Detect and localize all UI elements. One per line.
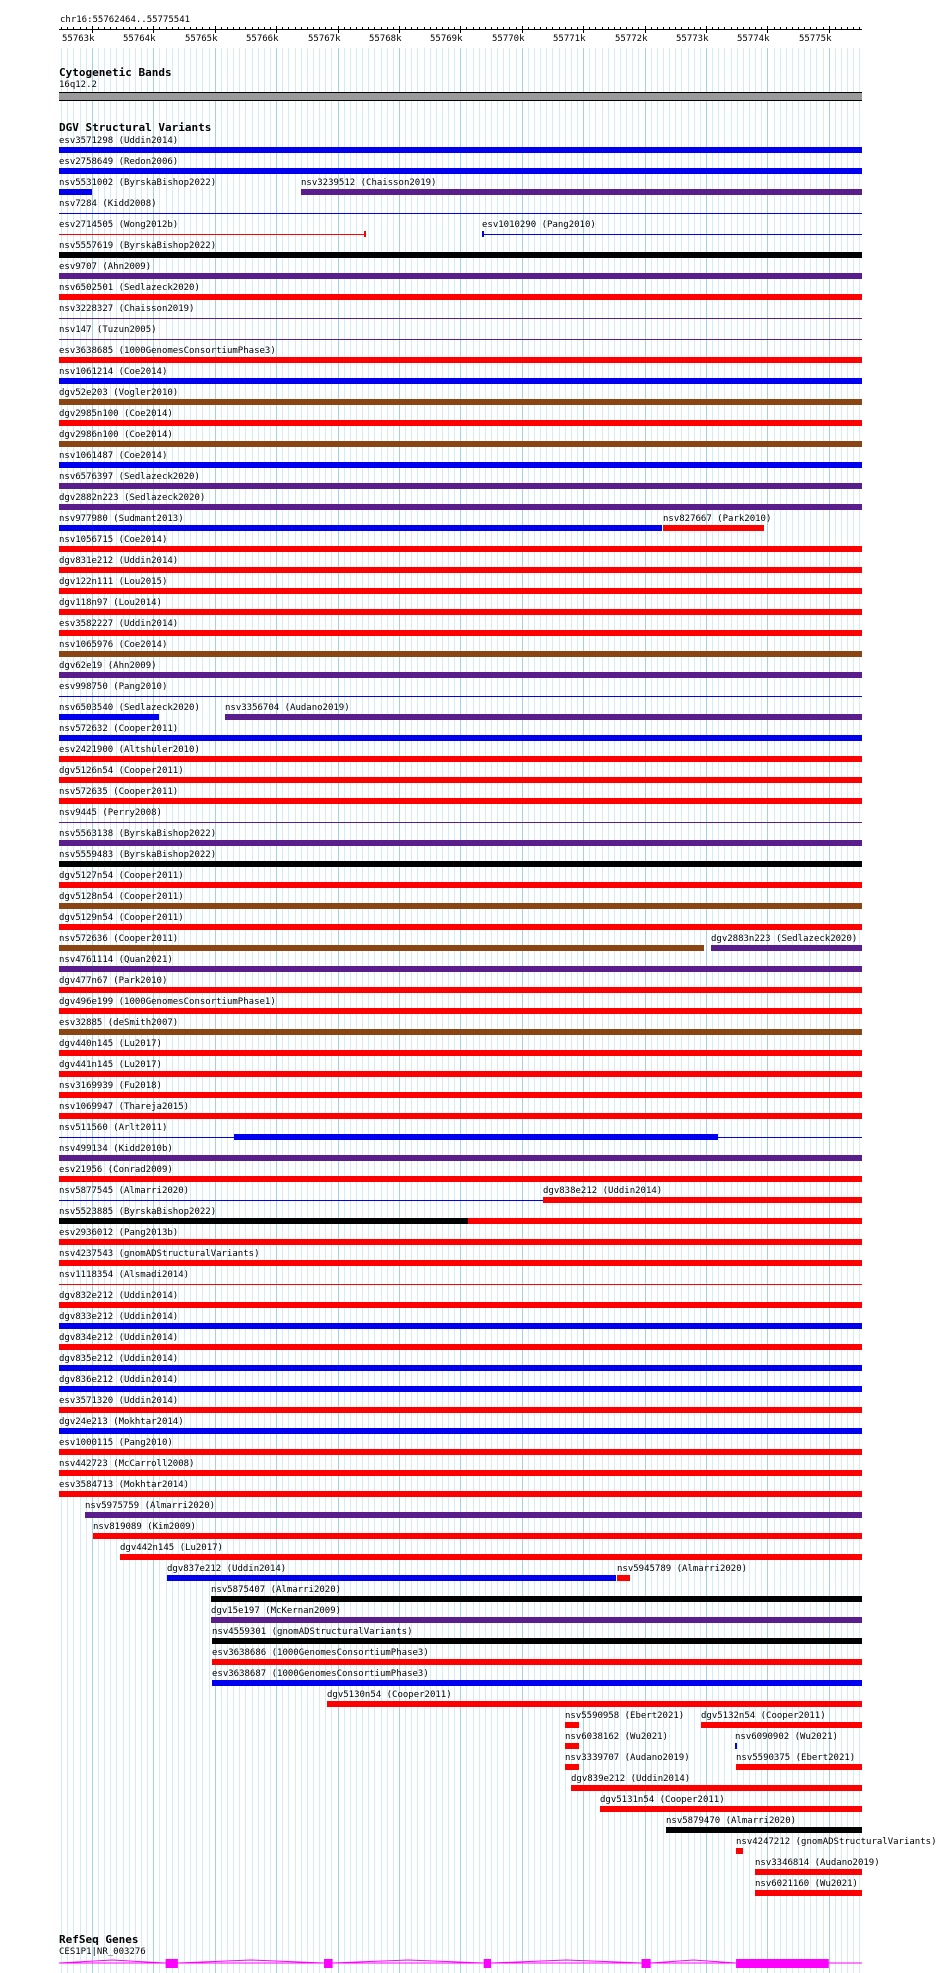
variant-label[interactable]: nsv5875407 (Almarri2020) [211, 1585, 342, 1595]
variant-label[interactable]: nsv499134 (Kidd2010b) [59, 1144, 173, 1154]
variant-label[interactable]: esv3571298 (Uddin2014) [59, 136, 179, 146]
variant-label[interactable]: nsv1065976 (Coe2014) [59, 640, 168, 650]
variant-bar[interactable] [59, 378, 862, 384]
variant-label[interactable]: esv2714505 (Wong2012b) [59, 220, 179, 230]
variant-label[interactable]: nsv5559483 (ByrskaBishop2022) [59, 850, 217, 860]
variant-bar[interactable] [59, 714, 159, 720]
variant-label[interactable]: esv9707 (Ahn2009) [59, 262, 152, 272]
variant-label[interactable]: esv3638685 (1000GenomesConsortiumPhase3) [59, 346, 276, 356]
variant-bar[interactable] [59, 189, 92, 195]
variant-label[interactable]: nsv1118354 (Alsmadi2014) [59, 1270, 190, 1280]
variant-bar[interactable] [59, 1092, 862, 1098]
variant-label[interactable]: dgv5129n54 (Cooper2011) [59, 913, 184, 923]
variant-label[interactable]: esv3571320 (Uddin2014) [59, 1396, 179, 1406]
variant-bar[interactable] [59, 630, 862, 636]
variant-label[interactable]: esv21956 (Conrad2009) [59, 1165, 173, 1175]
variant-bar[interactable] [59, 987, 862, 993]
variant-label[interactable]: esv2421900 (Altshuler2010) [59, 745, 200, 755]
variant-label[interactable]: dgv831e212 (Uddin2014) [59, 556, 179, 566]
variant-bar[interactable] [59, 588, 862, 594]
variant-bar[interactable] [59, 567, 862, 573]
variant-bar[interactable] [59, 966, 862, 972]
variant-bar[interactable] [59, 1176, 862, 1182]
variant-bar[interactable] [59, 504, 862, 510]
variant-bar[interactable] [59, 924, 862, 930]
variant-label[interactable]: nsv442723 (McCarroll2008) [59, 1459, 195, 1469]
variant-label[interactable]: dgv440n145 (Lu2017) [59, 1039, 162, 1049]
variant-bar[interactable] [59, 318, 862, 319]
variant-bar[interactable] [59, 252, 862, 258]
variant-bar[interactable] [211, 1617, 862, 1623]
variant-bar[interactable] [482, 234, 862, 235]
dgv-track-title: DGV Structural Variants [59, 121, 212, 134]
variant-label[interactable]: nsv572636 (Cooper2011) [59, 934, 179, 944]
variant-label[interactable]: nsv572632 (Cooper2011) [59, 724, 179, 734]
variant-label[interactable]: esv2936012 (Pang2013b) [59, 1228, 179, 1238]
variant-label[interactable]: esv998750 (Pang2010) [59, 682, 168, 692]
variant-label[interactable]: nsv4559301 (gnomADStructuralVariants) [212, 1627, 413, 1637]
gene-exon [166, 1959, 178, 1968]
variant-bar[interactable] [59, 1365, 862, 1371]
variant-bar[interactable] [565, 1722, 579, 1728]
variant-bar[interactable] [735, 1743, 737, 1749]
variant-label[interactable]: dgv833e212 (Uddin2014) [59, 1312, 179, 1322]
variant-bar[interactable] [59, 273, 862, 279]
variant-label[interactable]: nsv5557619 (ByrskaBishop2022) [59, 241, 217, 251]
variant-bar[interactable] [59, 546, 862, 552]
cytoband-label: 16q12.2 [59, 80, 97, 90]
variant-bar[interactable] [59, 822, 862, 823]
variant-label[interactable]: nsv1061214 (Coe2014) [59, 367, 168, 377]
ruler-tick-label: 55769k [430, 34, 463, 44]
variant-label[interactable]: nsv4761114 (Quan2021) [59, 955, 173, 965]
variant-label[interactable]: nsv6021160 (Wu2021) [755, 1879, 858, 1889]
variant-label[interactable]: esv3584713 (Mokhtar2014) [59, 1480, 190, 1490]
variant-bar[interactable] [59, 1491, 862, 1497]
ruler-tick-label: 55775k [799, 34, 832, 44]
variant-bar[interactable] [571, 1785, 862, 1791]
variant-label[interactable]: nsv572635 (Cooper2011) [59, 787, 179, 797]
variant-label[interactable]: nsv5945789 (Almarri2020) [617, 1564, 748, 1574]
variant-bar[interactable] [59, 1071, 862, 1077]
ruler-tick-label: 55773k [676, 34, 709, 44]
variant-bar[interactable] [565, 1743, 579, 1749]
variant-bar[interactable] [301, 189, 862, 195]
variant-bar[interactable] [666, 1827, 862, 1833]
variant-bar[interactable] [59, 756, 862, 762]
variant-label[interactable]: dgv839e212 (Uddin2014) [571, 1774, 691, 1784]
variant-label[interactable]: dgv24e213 (Mokhtar2014) [59, 1417, 184, 1427]
variant-bar[interactable] [59, 1239, 862, 1245]
variant-bar[interactable] [59, 234, 366, 235]
variant-label[interactable]: dgv122n111 (Lou2015) [59, 577, 168, 587]
variant-label[interactable]: dgv2883n223 (Sedlazeck2020) [711, 934, 858, 944]
variant-label[interactable]: nsv4237543 (gnomADStructuralVariants) [59, 1249, 260, 1259]
gene-exon [484, 1959, 491, 1968]
variant-label[interactable]: nsv5590375 (Ebert2021) [736, 1753, 856, 1763]
ruler-tick-label: 55770k [492, 34, 525, 44]
variant-bar[interactable] [59, 339, 862, 340]
variant-bar[interactable] [59, 1386, 862, 1392]
variant-bar[interactable] [59, 696, 862, 697]
variant-bar[interactable] [600, 1806, 862, 1812]
variant-label[interactable]: dgv836e212 (Uddin2014) [59, 1375, 179, 1385]
variant-label[interactable]: nsv5531002 (ByrskaBishop2022) [59, 178, 217, 188]
ruler-tick-label: 55764k [123, 34, 156, 44]
ruler-tick-label: 55766k [246, 34, 279, 44]
variant-label[interactable]: nsv1056715 (Coe2014) [59, 535, 168, 545]
variant-label[interactable]: dgv838e212 (Uddin2014) [543, 1186, 663, 1196]
variant-label[interactable]: dgv2985n100 (Coe2014) [59, 409, 173, 419]
variant-bar[interactable] [59, 525, 662, 531]
ruler-tick-label: 55765k [185, 34, 218, 44]
variant-label[interactable]: nsv3339707 (Audano2019) [565, 1753, 690, 1763]
variant-label[interactable]: dgv62e19 (Ahn2009) [59, 661, 157, 671]
variant-label[interactable]: nsv5523885 (ByrskaBishop2022) [59, 1207, 217, 1217]
variant-bar[interactable] [755, 1869, 862, 1875]
variant-bar[interactable] [59, 777, 862, 783]
variant-label[interactable]: esv32885 (deSmith2007) [59, 1018, 179, 1028]
variant-bar-cap [364, 231, 366, 237]
variant-bar[interactable] [711, 945, 862, 951]
variant-label[interactable]: dgv2882n223 (Sedlazeck2020) [59, 493, 206, 503]
variant-label[interactable]: nsv819089 (Kim2009) [93, 1522, 196, 1532]
variant-bar[interactable] [736, 1848, 743, 1854]
variant-bar[interactable] [59, 147, 862, 153]
variant-bar[interactable] [120, 1554, 862, 1560]
variant-label[interactable]: nsv827667 (Park2010) [663, 514, 772, 524]
variant-label[interactable]: dgv835e212 (Uddin2014) [59, 1354, 179, 1364]
ruler-tick-label: 55772k [615, 34, 648, 44]
variant-bar[interactable] [59, 672, 862, 678]
variant-label[interactable]: nsv5877545 (Almarri2020) [59, 1186, 190, 1196]
variant-bar[interactable] [212, 1638, 862, 1644]
variant-label[interactable]: nsv3169939 (Fu2018) [59, 1081, 162, 1091]
variant-label[interactable]: nsv3356704 (Audano2019) [225, 703, 350, 713]
variant-bar[interactable] [59, 903, 862, 909]
variant-bar[interactable] [59, 1428, 862, 1434]
variant-bar[interactable] [59, 861, 862, 867]
ruler-tick-label: 55763k [62, 34, 95, 44]
variant-bar[interactable] [663, 525, 764, 531]
variant-label[interactable]: nsv6502501 (Sedlazeck2020) [59, 283, 200, 293]
cytoband-track-title: Cytogenetic Bands [59, 66, 172, 79]
variant-bar-thick[interactable] [234, 1134, 718, 1140]
variant-bar[interactable] [59, 609, 862, 615]
ruler-tick-label: 55771k [553, 34, 586, 44]
variant-label[interactable]: esv3638687 (1000GenomesConsortiumPhase3) [212, 1669, 429, 1679]
variant-label[interactable]: nsv5975759 (Almarri2020) [85, 1501, 216, 1511]
refseq-gene-label[interactable]: CES1P1|NR_003276 [59, 1947, 146, 1957]
variant-label[interactable]: dgv441n145 (Lu2017) [59, 1060, 162, 1070]
variant-bar[interactable] [736, 1764, 862, 1770]
variant-label[interactable]: dgv5132n54 (Cooper2011) [701, 1711, 826, 1721]
locus-label: chr16:55762464..55775541 [60, 15, 191, 25]
variant-bar[interactable] [212, 1659, 862, 1665]
variant-bar[interactable] [59, 651, 862, 657]
variant-bar[interactable] [59, 1218, 468, 1224]
variant-bar[interactable] [59, 357, 862, 363]
variant-bar[interactable] [59, 1050, 862, 1056]
variant-bar[interactable] [59, 1323, 862, 1329]
gene-exon [641, 1959, 650, 1968]
variant-label[interactable]: dgv118n97 (Lou2014) [59, 598, 162, 608]
variant-bar[interactable] [59, 945, 704, 951]
gene-exon [324, 1959, 333, 1968]
refseq-track-title: RefSeq Genes [59, 1933, 139, 1946]
variant-label[interactable]: dgv52e203 (Vogler2010) [59, 388, 179, 398]
variant-bar[interactable] [59, 441, 862, 447]
variant-label[interactable]: nsv3239512 (Chaisson2019) [301, 178, 437, 188]
variant-bar[interactable] [59, 168, 862, 174]
variant-bar[interactable] [701, 1722, 862, 1728]
variant-bar-cap [482, 231, 484, 237]
variant-label[interactable]: nsv147 (Tuzun2005) [59, 325, 157, 335]
variant-label[interactable]: dgv442n145 (Lu2017) [120, 1543, 223, 1553]
variant-bar[interactable] [225, 714, 862, 720]
variant-bar[interactable] [59, 462, 862, 468]
ruler-tick-label: 55768k [369, 34, 402, 44]
variant-bar[interactable] [59, 1008, 862, 1014]
variant-bar[interactable] [59, 1113, 862, 1119]
variant-bar[interactable] [59, 840, 862, 846]
variant-bar[interactable] [755, 1890, 862, 1896]
variant-label[interactable]: nsv7284 (Kidd2008) [59, 199, 157, 209]
variant-bar[interactable] [468, 1218, 862, 1224]
variant-label[interactable]: nsv3228327 (Chaisson2019) [59, 304, 195, 314]
variant-label[interactable]: nsv6576397 (Sedlazeck2020) [59, 472, 200, 482]
variant-bar[interactable] [327, 1701, 862, 1707]
variant-label[interactable]: nsv1061487 (Coe2014) [59, 451, 168, 461]
variant-label[interactable]: dgv15e197 (McKernan2009) [211, 1606, 342, 1616]
variant-label[interactable]: nsv511560 (Arlt2011) [59, 1123, 168, 1133]
variant-label[interactable]: dgv5127n54 (Cooper2011) [59, 871, 184, 881]
variant-label[interactable]: nsv5590958 (Ebert2021) [565, 1711, 685, 1721]
variant-bar[interactable] [59, 1407, 862, 1413]
variant-label[interactable]: nsv4247212 (gnomADStructuralVariants) [736, 1837, 936, 1847]
variant-bar[interactable] [565, 1764, 579, 1770]
variant-label[interactable]: esv3638686 (1000GenomesConsortiumPhase3) [212, 1648, 429, 1658]
variant-label[interactable]: esv2758649 (Redon2006) [59, 157, 179, 167]
variant-bar[interactable] [59, 735, 862, 741]
variant-bar[interactable] [59, 213, 862, 214]
variant-bar[interactable] [59, 798, 862, 804]
variant-bar[interactable] [85, 1512, 862, 1518]
variant-bar[interactable] [59, 1284, 862, 1285]
variant-bar[interactable] [59, 1344, 862, 1350]
variant-label[interactable]: dgv477n67 (Park2010) [59, 976, 168, 986]
variant-label[interactable]: dgv5128n54 (Cooper2011) [59, 892, 184, 902]
ruler-tick-label: 55774k [737, 34, 770, 44]
variant-label[interactable]: nsv5563138 (ByrskaBishop2022) [59, 829, 217, 839]
variant-bar[interactable] [59, 1449, 862, 1455]
variant-label[interactable]: dgv5126n54 (Cooper2011) [59, 766, 184, 776]
variant-bar[interactable] [59, 1155, 862, 1161]
variant-bar[interactable] [93, 1533, 862, 1539]
variant-label[interactable]: nsv6038162 (Wu2021) [565, 1732, 668, 1742]
variant-bar[interactable] [59, 1260, 862, 1266]
variant-bar[interactable] [617, 1575, 630, 1581]
variant-bar[interactable] [59, 399, 862, 405]
variant-bar[interactable] [59, 1470, 862, 1476]
variant-bar[interactable] [212, 1680, 862, 1686]
variant-label[interactable]: nsv5879470 (Almarri2020) [666, 1816, 797, 1826]
variant-bar[interactable] [59, 1302, 862, 1308]
variant-label[interactable]: esv3582227 (Uddin2014) [59, 619, 179, 629]
variant-bar[interactable] [59, 420, 862, 426]
variant-label[interactable]: dgv832e212 (Uddin2014) [59, 1291, 179, 1301]
variant-label[interactable]: dgv5130n54 (Cooper2011) [327, 1690, 452, 1700]
variant-label[interactable]: nsv6503540 (Sedlazeck2020) [59, 703, 200, 713]
ruler-tick-label: 55767k [308, 34, 341, 44]
variant-label[interactable]: dgv496e199 (1000GenomesConsortiumPhase1) [59, 997, 276, 1007]
variant-bar[interactable] [543, 1197, 862, 1203]
variant-label[interactable]: dgv5131n54 (Cooper2011) [600, 1795, 725, 1805]
variant-label[interactable]: dgv837e212 (Uddin2014) [167, 1564, 287, 1574]
variant-label[interactable]: nsv3346814 (Audano2019) [755, 1858, 880, 1868]
variant-label[interactable]: esv1000115 (Pang2010) [59, 1438, 173, 1448]
variant-bar[interactable] [59, 1029, 862, 1035]
variant-label[interactable]: nsv6090902 (Wu2021) [735, 1732, 838, 1742]
variant-label[interactable]: dgv834e212 (Uddin2014) [59, 1333, 179, 1343]
variant-label[interactable]: esv1010290 (Pang2010) [482, 220, 596, 230]
variant-bar[interactable] [167, 1575, 616, 1581]
variant-label[interactable]: nsv1069947 (Thareja2015) [59, 1102, 190, 1112]
variant-bar[interactable] [211, 1596, 862, 1602]
variant-label[interactable]: nsv977980 (Sudmant2013) [59, 514, 184, 524]
gene-exon [736, 1959, 829, 1968]
gene-model[interactable] [0, 1953, 890, 1973]
variant-bar[interactable] [59, 882, 862, 888]
variant-label[interactable]: dgv2986n100 (Coe2014) [59, 430, 173, 440]
variant-bar[interactable] [59, 294, 862, 300]
variant-label[interactable]: nsv9445 (Perry2008) [59, 808, 162, 818]
variant-bar[interactable] [59, 483, 862, 489]
